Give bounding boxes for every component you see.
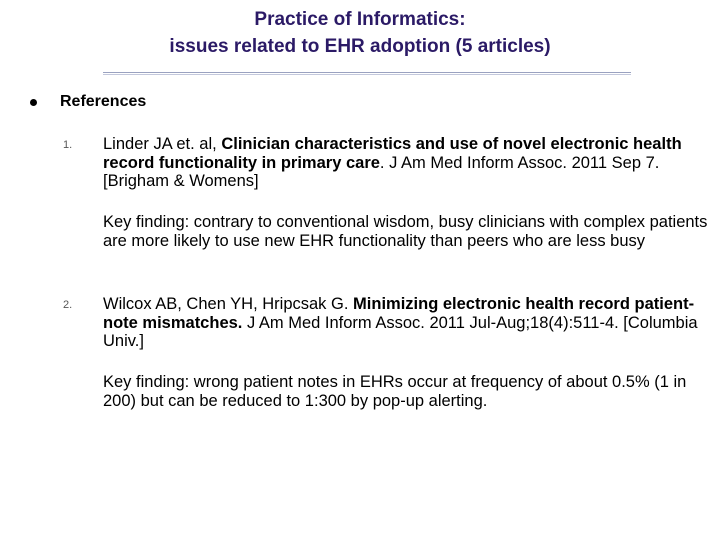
- slide-title: [0, 6, 720, 60]
- reference-1-number: 1.: [63, 139, 73, 151]
- reference-2-journal: J Am Med Inform Assoc. 2011 Jul-Aug;18(4):511-4. [Columbia Univ.]: [103, 313, 698, 350]
- reference-1-citation: [103, 135, 713, 191]
- title-divider: [103, 72, 631, 75]
- reference-1-article-title: Clinician characteristics and use of novel electronic health record functionality in primary care: [103, 135, 682, 172]
- reference-1-authors: Linder JA et. al,: [103, 135, 222, 153]
- reference-1-key-finding: Key finding: contrary to conventional wisdom, busy clinicians with complex patients are more likely to use new EHR functionality than peers who are less busy: [103, 213, 708, 250]
- title-line-2: issues related to EHR adoption (5 articles): [169, 36, 551, 57]
- reference-1-journal: . J Am Med Inform Assoc. 2011 Sep 7. [Brigham & Womens]: [103, 153, 660, 190]
- reference-2-key-finding: Key finding: wrong patient notes in EHRs occur at frequency of about 0.5% (1 in 200) but can be reduced to 1:300 by pop-up alerting.: [103, 373, 687, 410]
- title-line-1: Practice of Informatics:: [254, 9, 466, 30]
- reference-2-authors: Wilcox AB, Chen YH, Hripcsak G.: [103, 295, 354, 313]
- reference-2-article-title: Minimizing electronic health record patient-note mismatches.: [103, 295, 695, 332]
- reference-2-citation: [103, 295, 713, 351]
- bullet-icon: [30, 99, 37, 106]
- reference-2-number: 2.: [63, 299, 73, 311]
- references-heading: References: [60, 93, 147, 110]
